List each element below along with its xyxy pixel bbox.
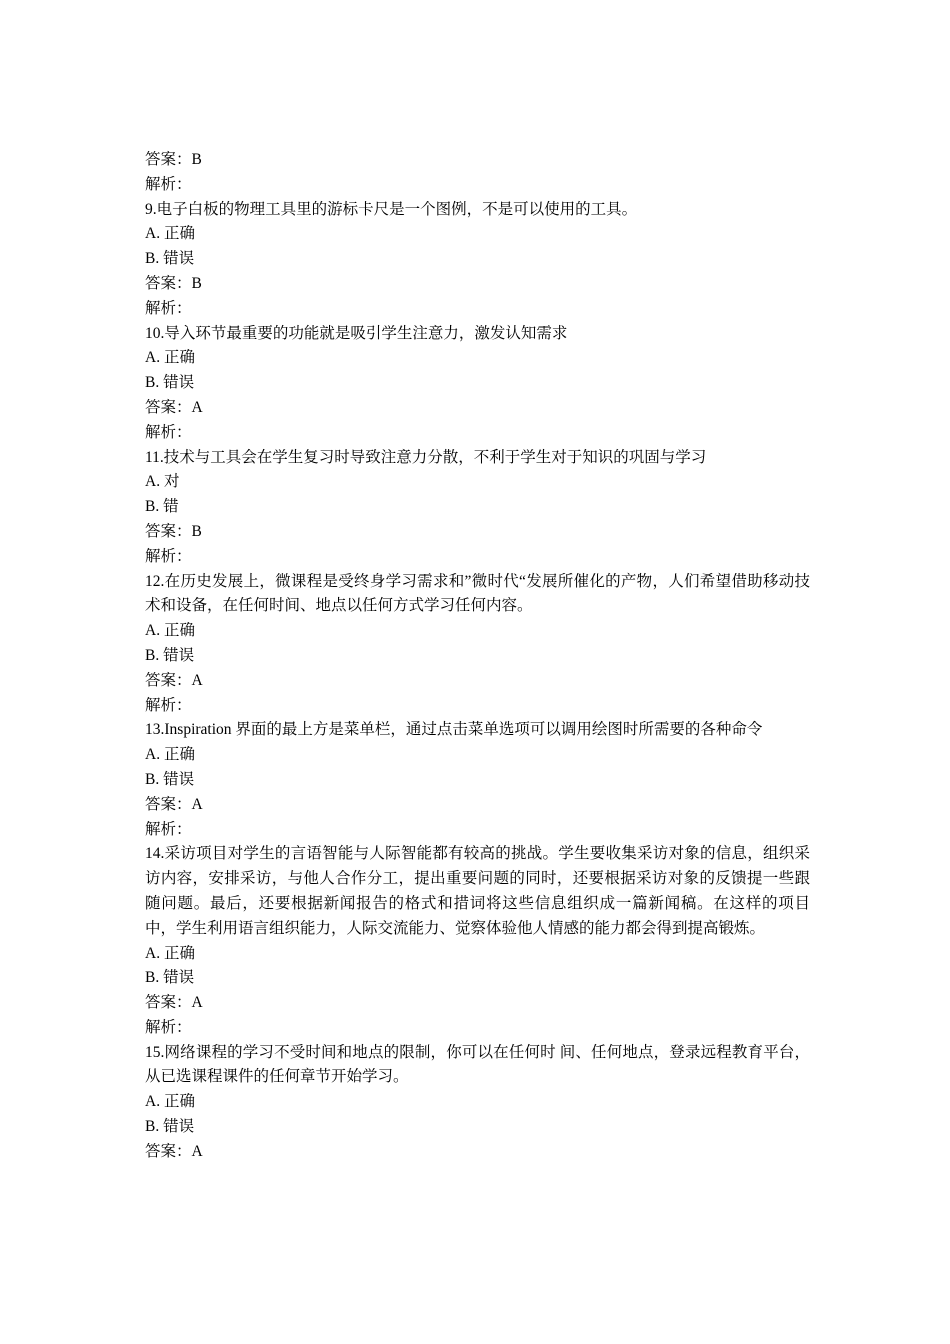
option-line: B. 错误 xyxy=(145,374,195,392)
answer-line: 答案：A xyxy=(145,1142,203,1160)
answer-line: 答案：B xyxy=(145,274,202,292)
answer-line: 答案：A xyxy=(145,398,203,416)
option-line: B. 错误 xyxy=(145,1118,195,1136)
question-line: 12.在历史发展上，微课程是受终身学习需求和”微时代“发展所催化的产物，人们希望借助移动技术和设备，在任何时间、地点以任何方式学习任何内容。 xyxy=(145,572,810,615)
analysis-line: 解析： xyxy=(145,423,192,441)
analysis-line: 解析： xyxy=(145,820,192,838)
answer-line: 答案：A xyxy=(145,795,203,813)
analysis-line: 解析： xyxy=(145,1018,192,1036)
question-line: 11.技术与工具会在学生复习时导致注意力分散，不利于学生对于知识的巩固与学习 xyxy=(145,448,707,466)
option-line: B. 错误 xyxy=(145,770,195,788)
option-line: B. 错 xyxy=(145,498,179,516)
answer-line: 答案：A xyxy=(145,671,203,689)
analysis-line: 解析： xyxy=(145,175,192,193)
document-page xyxy=(145,148,810,1165)
analysis-line: 解析： xyxy=(145,696,192,714)
option-line: B. 错误 xyxy=(145,250,195,268)
question-line: 10.导入环节最重要的功能就是吸引学生注意力，激发认知需求 xyxy=(145,324,568,342)
option-line: B. 错误 xyxy=(145,646,195,664)
analysis-line: 解析： xyxy=(145,299,192,317)
option-line: A. 正确 xyxy=(145,225,195,243)
question-line: 13.Inspiration 界面的最上方是菜单栏，通过点击菜单选项可以调用绘图时所需要的各种命令 xyxy=(145,721,763,739)
option-line: A. 对 xyxy=(145,473,180,491)
option-line: B. 错误 xyxy=(145,969,195,987)
answer-line: 答案：B xyxy=(145,522,202,540)
answer-line: 答案：B xyxy=(145,151,202,168)
option-line: A. 正确 xyxy=(145,746,195,764)
analysis-line: 解析： xyxy=(145,547,192,565)
answer-line: 答案：A xyxy=(145,994,203,1012)
option-line: A. 正确 xyxy=(145,349,195,367)
question-line: 14.采访项目对学生的言语智能与人际智能都有较高的挑战。学生要收集采访对象的信息，组织采访内容，安排采访，与他人合作分工，提出重要问题的同时，还要根据采访对象的反馈提一些跟随问题。最后，还要根据新闻报告的格式和措词将这些信息组织成一篇新闻稿。在这样的项目中，学生利用语言组织能力，人际交流能力、觉察体验他人情感的能力都会得到提高锻炼。 xyxy=(145,845,810,937)
option-line: A. 正确 xyxy=(145,1093,195,1111)
question-line: 9.电子白板的物理工具里的游标卡尺是一个图例，不是可以使用的工具。 xyxy=(145,200,638,218)
question-line: 15.网络课程的学习不受时间和地点的限制，你可以在任何时 间、任何地点，登录远程教育平台，从已选课程课件的任何章节开始学习。 xyxy=(145,1043,810,1086)
option-line: A. 正确 xyxy=(145,944,195,962)
option-line: A. 正确 xyxy=(145,622,195,640)
